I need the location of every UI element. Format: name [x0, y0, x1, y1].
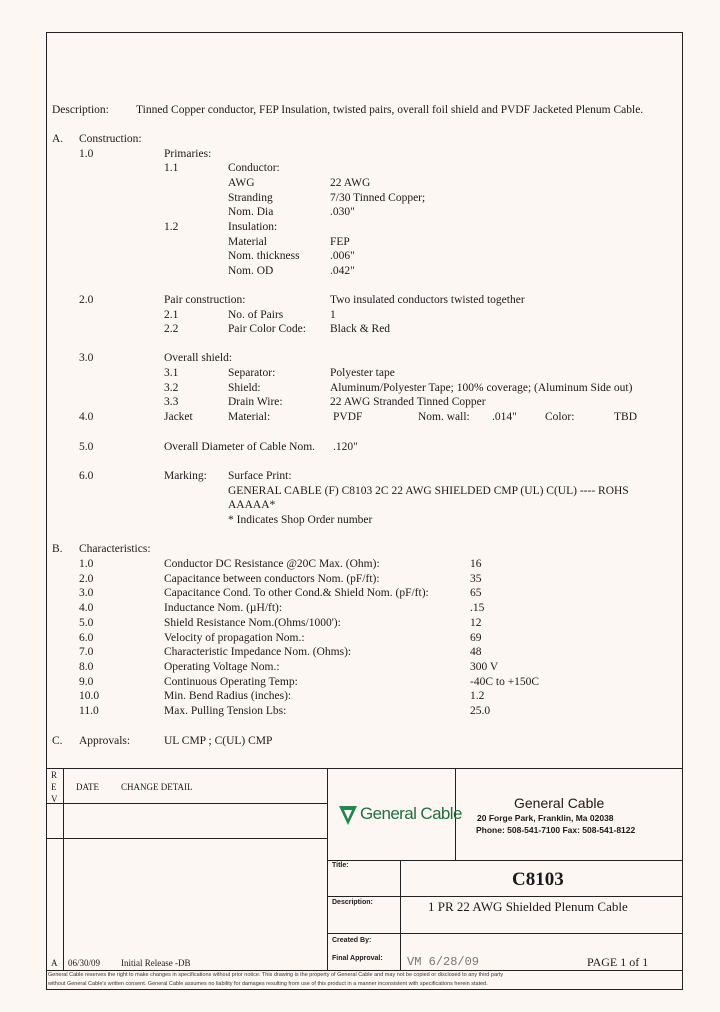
- characteristic-num: 3.0: [79, 587, 94, 600]
- spec-label: Nom. OD: [228, 265, 274, 277]
- characteristic-label: Min. Bend Radius (inches):: [164, 690, 292, 703]
- section-a-letter: A.: [52, 133, 64, 145]
- spec-num: 3.3: [164, 396, 179, 408]
- marking-line3: AAAAA*: [228, 499, 276, 511]
- characteristic-value: 12: [470, 616, 482, 629]
- marking-line1: Surface Print:: [228, 470, 292, 482]
- titleblock-top-rule: [46, 768, 683, 769]
- characteristic-value: 300 V: [470, 660, 499, 673]
- title-label: Title:: [332, 862, 349, 869]
- description-label: Description:: [52, 104, 109, 116]
- spec-label: AWG: [228, 177, 255, 189]
- characteristic-num: 9.0: [79, 675, 94, 688]
- spec-label: No. of Pairs: [228, 309, 284, 321]
- rev-letter: R: [51, 770, 58, 780]
- jacket-color: TBD: [614, 411, 637, 423]
- logo-text: General Cable: [360, 804, 462, 823]
- conductor-num: 1.1: [164, 162, 179, 174]
- characteristic-label: Inductance Nom. (µH/ft):: [164, 602, 283, 615]
- marking-line2: GENERAL CABLE (F) C8103 2C 22 AWG SHIELDED CMP (UL) C(UL) ---- ROHS: [228, 485, 629, 497]
- characteristic-value: .15: [470, 602, 485, 615]
- final-approval-label: Final Approval:: [332, 955, 383, 962]
- part-description: 1 PR 22 AWG Shielded Plenum Cable: [428, 899, 628, 914]
- company-name: General Cable: [514, 795, 605, 811]
- approvals-label: Approvals:: [79, 735, 131, 747]
- characteristic-num: 1.0: [79, 558, 94, 570]
- pair-num: 2.0: [79, 294, 94, 306]
- characteristic-num: 7.0: [79, 646, 94, 659]
- company-phone: Phone: 508-541-7100 Fax: 508-541-8122: [476, 825, 636, 835]
- rev-column-rule: [63, 768, 64, 970]
- spec-value: Aluminum/Polyester Tape; 100% coverage; (Aluminum Side out): [330, 382, 633, 394]
- characteristics-heading: Characteristics:: [79, 543, 151, 555]
- description-text: Tinned Copper conductor, FEP Insulation, twisted pairs, overall foil shield and PVDF Jacketed Plenum Cable.: [136, 104, 644, 116]
- characteristic-label: Shield Resistance Nom.(Ohms/1000'):: [164, 616, 341, 629]
- insulation-num: 1.2: [164, 221, 179, 233]
- document-frame: [46, 32, 683, 990]
- change-detail-header: CHANGE DETAIL: [121, 782, 193, 792]
- page-number: PAGE 1 of 1: [587, 955, 649, 969]
- spec-label: Drain Wire:: [228, 396, 283, 408]
- characteristic-label: Conductor DC Resistance @20C Max. (Ohm):: [164, 558, 380, 570]
- characteristic-label: Capacitance Cond. To other Cond.& Shield Nom. (pF/ft):: [164, 587, 429, 600]
- spec-num: 3.1: [164, 367, 179, 379]
- jacket-num: 4.0: [79, 411, 94, 423]
- marking-num: 6.0: [79, 470, 94, 482]
- rev-entry-detail: Initial Release -DB: [121, 958, 191, 968]
- spec-value: .030": [330, 206, 355, 218]
- spec-value: .042": [330, 265, 355, 277]
- characteristic-label: Capacitance between conductors Nom. (pF/ft):: [164, 572, 380, 585]
- rev-header-rule: [46, 803, 328, 804]
- characteristic-num: 8.0: [79, 660, 94, 673]
- spec-value: 1: [330, 309, 336, 321]
- characteristic-value: 16: [470, 558, 482, 570]
- rev-entry-date: 06/30/09: [68, 958, 101, 968]
- spec-label: Nom. Dia: [228, 206, 274, 218]
- spec-label: Material: [228, 236, 267, 248]
- approvals-value: UL CMP ; C(UL) CMP: [164, 735, 273, 747]
- characteristic-value: 1.2: [470, 690, 485, 703]
- jacket-color-label: Color:: [545, 411, 575, 423]
- diameter-num: 5.0: [79, 441, 94, 453]
- characteristic-label: Velocity of propagation Nom.:: [164, 631, 305, 644]
- characteristic-value: 25.0: [470, 705, 491, 717]
- spec-value: .006": [330, 250, 355, 262]
- rev-entry-rev: A: [51, 958, 58, 968]
- rev-letter: V: [51, 794, 58, 804]
- shield-label: Overall shield:: [164, 352, 233, 364]
- characteristic-value: 48: [470, 646, 482, 659]
- titleblock-divider: [327, 768, 328, 970]
- jacket-label: Jacket: [164, 411, 193, 423]
- characteristic-num: 6.0: [79, 631, 94, 644]
- section-c-letter: C.: [52, 735, 63, 747]
- section-b-letter: B.: [52, 543, 63, 555]
- spec-value: 22 AWG Stranded Tinned Copper: [330, 396, 486, 408]
- insulation-label: Insulation:: [228, 221, 278, 233]
- characteristic-num: 11.0: [79, 705, 99, 717]
- marking-label: Marking:: [164, 470, 207, 482]
- spec-num: 3.2: [164, 382, 179, 394]
- spec-label: Shield:: [228, 382, 261, 394]
- characteristic-label: Operating Voltage Nom.:: [164, 660, 280, 673]
- pair-label: Pair construction:: [164, 294, 246, 306]
- characteristic-num: 10.0: [79, 690, 100, 703]
- desc-top-rule: [327, 896, 683, 897]
- created-top-rule: [327, 933, 683, 934]
- characteristic-num: 2.0: [79, 572, 94, 585]
- characteristic-label: Continuous Operating Temp:: [164, 675, 298, 688]
- diameter-value: .120": [333, 441, 358, 453]
- spec-value: FEP: [330, 236, 350, 248]
- characteristic-value: 69: [470, 631, 482, 644]
- spec-label: Separator:: [228, 367, 276, 379]
- primaries-num: 1.0: [79, 148, 94, 160]
- spec-value: Black & Red: [330, 323, 391, 335]
- pair-value: Two insulated conductors twisted together: [330, 294, 525, 306]
- characteristic-label: Max. Pulling Tension Lbs:: [164, 705, 287, 717]
- general-cable-logo-icon: [338, 804, 358, 826]
- spec-value: 7/30 Tinned Copper;: [330, 192, 426, 204]
- footer-disclaimer-line1: General Cable reserves the right to make changes in specifications without prior notice. This drawing is the property of General Cable and may not be copied or disclosed to any third party: [48, 972, 504, 978]
- characteristic-num: 4.0: [79, 602, 94, 615]
- spec-num: 2.1: [164, 309, 179, 321]
- spec-label: Nom. thickness: [228, 250, 300, 262]
- shield-num: 3.0: [79, 352, 94, 364]
- characteristic-label: Characteristic Impedance Nom. (Ohms):: [164, 646, 352, 659]
- characteristic-num: 5.0: [79, 616, 94, 629]
- spec-value: 22 AWG: [330, 177, 371, 189]
- footer-disclaimer-line2: without General Cable's written consent. General Cable assumes no liability for damages resulting from use of this product in a manner inconsistent with specifications herein stated.: [48, 981, 488, 987]
- company-address: 20 Forge Park, Franklin, Ma 02038: [477, 813, 614, 823]
- created-by-label: Created By:: [332, 937, 372, 944]
- date-header: DATE: [76, 782, 99, 792]
- spec-num: 2.2: [164, 323, 179, 335]
- primaries-label: Primaries:: [164, 148, 212, 160]
- spec-value: Polyester tape: [330, 367, 395, 379]
- final-approval-signature: VM 6/28/09: [407, 955, 480, 969]
- jacket-material-label: Material:: [228, 411, 271, 423]
- part-number-title: C8103: [512, 869, 564, 890]
- title-top-rule: [327, 860, 683, 861]
- description-field-label: Description:: [332, 899, 373, 906]
- jacket-wall-label: Nom. wall:: [418, 411, 470, 423]
- rev-row-rule: [46, 838, 328, 839]
- rev-letter: E: [51, 782, 57, 792]
- jacket-wall: .014": [492, 411, 517, 423]
- construction-heading: Construction:: [79, 133, 142, 145]
- characteristic-value: 35: [470, 572, 482, 585]
- jacket-material: PVDF: [333, 411, 363, 423]
- spec-label: Stranding: [228, 192, 273, 204]
- marking-line4: * Indicates Shop Order number: [228, 514, 373, 526]
- characteristic-value: 65: [470, 587, 482, 600]
- label-column-rule: [400, 860, 401, 970]
- characteristic-value: -40C to +150C: [470, 675, 540, 688]
- spec-label: Pair Color Code:: [228, 323, 306, 335]
- diameter-label: Overall Diameter of Cable Nom.: [164, 441, 316, 453]
- conductor-label: Conductor:: [228, 162, 280, 174]
